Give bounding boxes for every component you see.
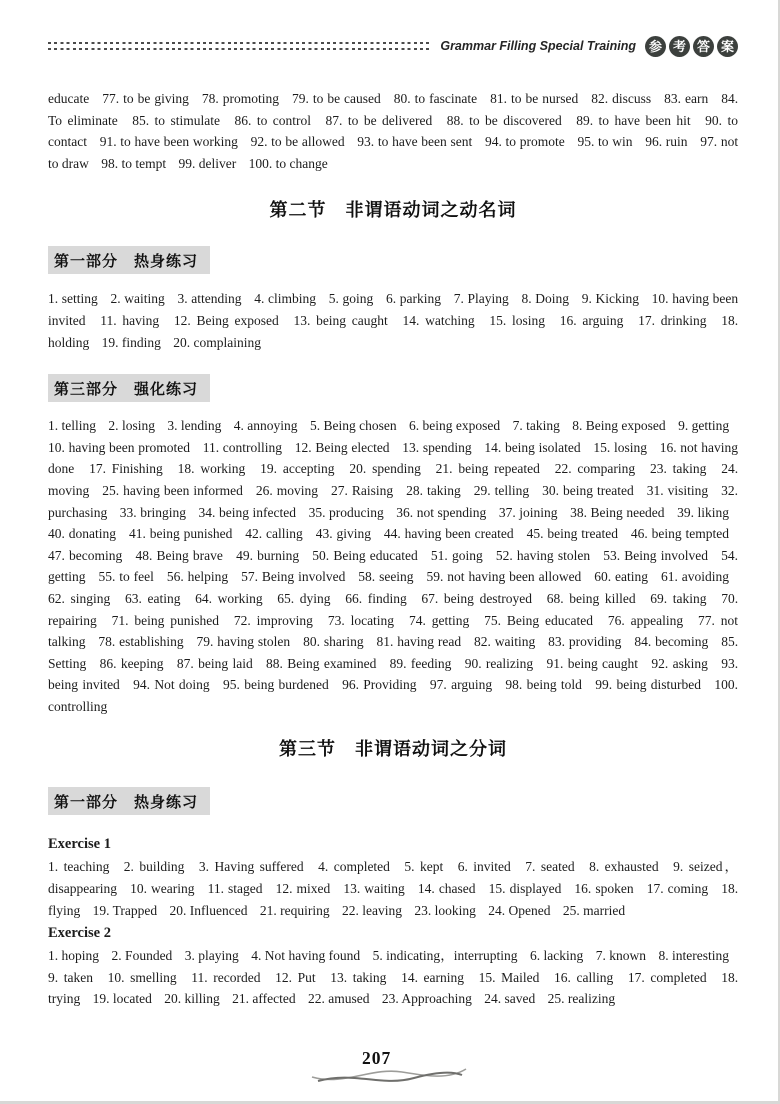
- answer-item: 40. donating: [48, 526, 117, 542]
- answer-item: 5. indicating，interrupting: [372, 948, 518, 964]
- answer-item: 90. realizing: [464, 655, 534, 671]
- page-header: [48, 0, 738, 58]
- answer-item: 56. helping: [166, 569, 229, 585]
- answer-item: 23. looking: [414, 902, 476, 918]
- answer-item: 25. realizing: [547, 991, 616, 1007]
- answer-item: 34. being infected: [198, 504, 296, 520]
- answer-item: 44. having been created: [383, 526, 514, 542]
- answer-item: 1. teaching: [48, 859, 110, 875]
- answer-item: 85. Setting: [48, 634, 739, 671]
- answer-key-badges: [642, 36, 738, 57]
- answer-item: 100. controlling: [48, 677, 738, 714]
- answer-item: 9. getting: [678, 418, 730, 434]
- answer-item: 46. being tempted: [630, 526, 730, 542]
- answer-item: 17. Finishing: [89, 461, 163, 477]
- answer-item: 81. to be nursed: [490, 91, 579, 106]
- answer-item: 81. having read: [376, 634, 462, 650]
- answer-item: 89. feeding: [389, 655, 452, 671]
- answer-item: 83. providing: [548, 634, 622, 650]
- answer-item: 45. being treated: [526, 526, 618, 542]
- answer-item: 87. being laid: [176, 655, 253, 671]
- answer-item: 37. joining: [498, 504, 558, 520]
- answer-item: 96. ruin: [645, 134, 688, 150]
- answer-item: 20. Influenced: [169, 902, 248, 918]
- badge-da-icon: 答: [693, 36, 714, 57]
- answer-item: 94. Not doing: [133, 677, 210, 693]
- answer-item: 2. Founded: [111, 948, 173, 964]
- answer-item: 2. losing: [108, 418, 155, 434]
- answer-item: 82. discuss: [591, 91, 652, 106]
- answer-item: 4. climbing: [254, 291, 317, 307]
- header-dashed-rule: [48, 42, 431, 50]
- answer-item: 7. seated: [525, 859, 575, 875]
- answer-item: 55. to feel: [98, 569, 154, 585]
- answer-item: 54. getting: [48, 547, 738, 585]
- answer-item: 89. to have been hit: [576, 112, 691, 128]
- answer-item: 78. promoting: [201, 91, 279, 106]
- answer-item: 3. Having suffered: [198, 859, 304, 875]
- answer-item: 20. killing: [164, 991, 220, 1007]
- answer-item: 14. earning: [401, 969, 465, 985]
- answer-item: 77. not talking: [48, 612, 739, 650]
- answer-item: 1. setting: [48, 291, 98, 307]
- answer-item: 88. to be discovered: [446, 112, 562, 128]
- answer-item: 16. calling: [554, 969, 614, 985]
- answer-item: 8. exhausted: [589, 859, 659, 875]
- answer-item: 95. to win: [577, 134, 633, 150]
- answer-item: 12. Being elected: [294, 439, 390, 455]
- answer-item: 60. eating: [594, 569, 649, 585]
- answer-item: 11. controlling: [202, 439, 283, 455]
- answer-item: 2. building: [123, 859, 185, 875]
- answer-item: 9. Kicking: [581, 291, 639, 307]
- answer-item: 15. Mailed: [478, 969, 540, 985]
- answer-item: 75. Being educated: [484, 612, 593, 628]
- answer-item: 8. Doing: [521, 291, 569, 307]
- answer-item: educate: [48, 91, 90, 106]
- answer-item: 77. to be giving: [102, 91, 189, 106]
- answer-item: 5. kept: [404, 859, 444, 875]
- answer-item: 22. comparing: [554, 461, 636, 477]
- answer-item: 98. being told: [505, 677, 582, 693]
- answer-item: 11. having: [100, 312, 160, 328]
- answer-item: 72. improving: [233, 612, 313, 628]
- answer-item: 62. singing: [48, 590, 111, 606]
- answer-item: 13. being caught: [293, 312, 388, 328]
- answer-item: 65. dying: [277, 590, 331, 606]
- answer-item: 67. being destroyed: [421, 590, 533, 606]
- answer-item: 69. taking: [650, 590, 707, 606]
- badge-can-icon: 参: [645, 36, 666, 57]
- answer-item: 70. repairing: [48, 590, 739, 628]
- page-number-block: [310, 1048, 470, 1092]
- answer-item: 29. telling: [473, 482, 530, 498]
- part-3-label: 第三部分 强化练习: [48, 374, 210, 402]
- answer-item: 21. requiring: [259, 902, 330, 918]
- answer-item: 73. locating: [327, 612, 395, 628]
- answer-item: 51. going: [430, 547, 483, 563]
- answer-item: 23. taking: [649, 461, 707, 477]
- answer-item: 64. working: [195, 590, 263, 606]
- answer-item: 21. being repeated: [435, 461, 540, 477]
- answer-item: 80. to fascinate: [393, 91, 478, 106]
- section-2-heading: 第二节 非谓语动词之动名词: [269, 200, 517, 221]
- answer-item: 58. seeing: [358, 569, 414, 585]
- badge-an-icon: 案: [717, 36, 738, 57]
- answer-item: 14. chased: [417, 881, 476, 897]
- part-1-label: 第一部分 热身练习: [48, 246, 210, 274]
- answer-item: 2. waiting: [110, 291, 165, 307]
- answer-item: 3. playing: [184, 948, 239, 964]
- answer-item: 7. Playing: [453, 291, 509, 307]
- answer-item: 11. recorded: [191, 969, 261, 985]
- answer-item: 16. arguing: [559, 312, 624, 328]
- answer-item: 84. becoming: [634, 634, 709, 650]
- answer-item: 10. wearing: [130, 881, 195, 897]
- exercise-2-heading: Exercise 2: [48, 925, 111, 942]
- answer-item: 68. being killed: [546, 590, 636, 606]
- answer-item: 86. keeping: [99, 655, 164, 671]
- answer-item: 25. having been informed: [102, 482, 243, 498]
- section-3-heading: 第三节 非谓语动词之分词: [279, 739, 507, 760]
- footer-swoosh-icon: [310, 1064, 470, 1090]
- answer-item: 16. not having done: [48, 439, 738, 477]
- answer-item: 10. having been invited: [48, 291, 739, 328]
- answer-item: 86. to control: [234, 112, 312, 128]
- answer-item: 71. being punished: [111, 612, 220, 628]
- answer-item: 24. Opened: [488, 902, 551, 918]
- answer-item: 39. liking: [677, 504, 730, 520]
- answer-item: 19. accepting: [260, 461, 335, 477]
- answer-item: 14. watching: [402, 312, 475, 328]
- answer-item: 17. coming: [646, 881, 709, 897]
- answer-item: 3. lending: [167, 418, 222, 434]
- section-2-part-3-answers: [48, 415, 738, 717]
- answer-item: 33. bringing: [119, 504, 186, 520]
- page-footer: [0, 1048, 780, 1092]
- answer-item: 41. being punished: [128, 526, 233, 542]
- answer-item: 8. interesting: [658, 948, 729, 964]
- answer-item: 19. finding: [101, 334, 161, 350]
- answer-item: 20. complaining: [173, 334, 262, 350]
- answer-item: 12. Being exposed: [173, 312, 279, 328]
- answer-item: 24. moving: [48, 461, 739, 498]
- answer-item: 16. spoken: [574, 881, 634, 897]
- answer-item: 95. being burdened: [223, 677, 329, 693]
- answer-item: 47. becoming: [48, 547, 123, 563]
- answer-item: 17. drinking: [638, 312, 707, 328]
- answer-item: 5. going: [328, 291, 374, 307]
- answer-item: 6. invited: [457, 859, 511, 875]
- answer-item: 32. purchasing: [48, 482, 738, 520]
- answer-item: 93. being invited: [48, 655, 739, 693]
- answer-item: 85. to stimulate: [132, 112, 221, 128]
- section-2-part-1-row: [48, 246, 738, 274]
- answer-item: 8. Being exposed: [572, 418, 666, 434]
- section-2-part-3-row: [48, 374, 738, 402]
- answers-continuation-paragraph: [48, 88, 738, 174]
- answer-item: 63. eating: [124, 590, 181, 606]
- answer-item: 61. avoiding: [660, 569, 730, 585]
- answer-item: 79. to be caused: [291, 91, 381, 106]
- answer-item: 43. giving: [315, 526, 371, 542]
- answer-item: 27. Raising: [331, 482, 394, 498]
- answer-item: 92. to be allowed: [250, 134, 345, 150]
- answer-item: 9. taken: [48, 969, 93, 985]
- answer-item: 13. spending: [402, 439, 472, 455]
- answer-item: 18. trying: [48, 969, 739, 1007]
- answer-item: 24. saved: [484, 991, 536, 1007]
- answer-item: 20. spending: [349, 461, 421, 477]
- answer-item: 48. Being brave: [135, 547, 223, 563]
- answer-item: 91. being caught: [546, 655, 639, 671]
- section-3-part-1-row: [48, 787, 738, 815]
- answer-item: 22. leaving: [341, 902, 402, 918]
- answer-item: 13. taking: [330, 969, 387, 985]
- answer-item: 9. seized，disappearing: [48, 859, 739, 897]
- answer-item: 19. located: [92, 991, 152, 1007]
- answer-item: 7. taking: [512, 418, 560, 434]
- answer-item: 97. not to draw: [48, 134, 739, 171]
- answer-item: 84. To eliminate: [48, 91, 739, 128]
- answer-item: 87. to be delivered: [325, 112, 433, 128]
- answer-item: 82. waiting: [474, 634, 536, 650]
- answer-item: 90. to contact: [48, 112, 738, 150]
- answer-item: 11. staged: [207, 881, 263, 897]
- answer-item: 12. mixed: [275, 881, 331, 897]
- header-title: Grammar Filling Special Training: [440, 39, 636, 53]
- answer-item: 26. moving: [255, 482, 318, 498]
- answer-item: 4. Not having found: [251, 948, 361, 964]
- answer-item: 22. amused: [307, 991, 370, 1007]
- answer-item: 7. known: [595, 948, 646, 964]
- answer-item: 14. being isolated: [484, 439, 581, 455]
- answer-item: 4. completed: [318, 859, 390, 875]
- answer-item: 28. taking: [406, 482, 461, 498]
- answer-item: 88. Being examined: [266, 655, 377, 671]
- answer-item: 96. Providing: [342, 677, 417, 693]
- answer-item: 10. smelling: [107, 969, 177, 985]
- answer-item: 1. hoping: [48, 948, 100, 964]
- answer-item: 23. Approaching: [381, 991, 472, 1007]
- answer-item: 38. Being needed: [570, 504, 665, 520]
- answer-item: 83. earn: [664, 91, 709, 106]
- answer-item: 12. Put: [275, 969, 316, 985]
- answer-item: 18. flying: [48, 881, 739, 918]
- answer-item: 6. lacking: [529, 948, 584, 964]
- answer-item: 15. displayed: [488, 881, 562, 897]
- answer-item: 52. having stolen: [495, 547, 591, 563]
- answer-item: 15. losing: [593, 439, 647, 455]
- answer-item: 66. finding: [345, 590, 407, 606]
- badge-kao-icon: 考: [669, 36, 690, 57]
- exercise-1-answers: [48, 856, 738, 921]
- answer-item: 78. establishing: [98, 634, 184, 650]
- answer-item: 18. working: [177, 461, 246, 477]
- answer-item: 15. losing: [489, 312, 546, 328]
- answer-item: 13. waiting: [343, 881, 405, 897]
- answer-item: 99. deliver: [178, 155, 237, 171]
- answer-item: 100. to change: [248, 155, 328, 171]
- answer-item: 53. Being involved: [603, 547, 708, 563]
- answer-item: 17. completed: [627, 969, 707, 985]
- answer-item: 18. holding: [48, 312, 739, 350]
- answer-item: 57. Being involved: [241, 569, 346, 585]
- answer-item: 35. producing: [308, 504, 384, 520]
- answer-item: 99. being disturbed: [595, 677, 702, 693]
- exercise-2-answers: [48, 945, 738, 1010]
- answer-item: 94. to promote: [484, 134, 565, 150]
- answer-item: 6. parking: [385, 291, 441, 307]
- part-1-label: 第一部分 热身练习: [48, 787, 210, 815]
- answer-item: 30. being treated: [542, 482, 634, 498]
- answer-item: 76. appealing: [607, 612, 684, 628]
- answer-item: 5. Being chosen: [309, 418, 397, 434]
- answer-item: 80. sharing: [303, 634, 364, 650]
- answer-item: 50. Being educated: [312, 547, 418, 563]
- section-2-part-1-answers: [48, 288, 738, 353]
- page-number: 207: [362, 1048, 392, 1068]
- answer-item: 25. married: [562, 902, 626, 918]
- answer-item: 31. visiting: [646, 482, 709, 498]
- exercise-1-heading: Exercise 1: [48, 836, 111, 853]
- answer-item: 19. Trapped: [92, 902, 158, 918]
- answer-item: 3. attending: [177, 291, 242, 307]
- answer-item: 4. annoying: [233, 418, 298, 434]
- answer-item: 36. not spending: [396, 504, 487, 520]
- answer-item: 79. having stolen: [196, 634, 291, 650]
- answer-item: 21. affected: [232, 991, 296, 1007]
- answer-item: 98. to tempt: [101, 155, 167, 171]
- answer-item: 74. getting: [408, 612, 470, 628]
- answer-item: 1. telling: [48, 418, 97, 434]
- answer-item: 92. asking: [651, 655, 708, 671]
- answer-item: 49. burning: [236, 547, 300, 563]
- answer-item: 97. arguing: [429, 677, 493, 693]
- answer-item: 91. to have been working: [99, 134, 238, 150]
- answer-item: 6. being exposed: [409, 418, 501, 434]
- answer-item: 42. calling: [245, 526, 303, 542]
- answer-item: 10. having been promoted: [48, 439, 190, 455]
- answer-item: 59. not having been allowed: [426, 569, 582, 585]
- answer-item: 93. to have been sent: [357, 134, 473, 150]
